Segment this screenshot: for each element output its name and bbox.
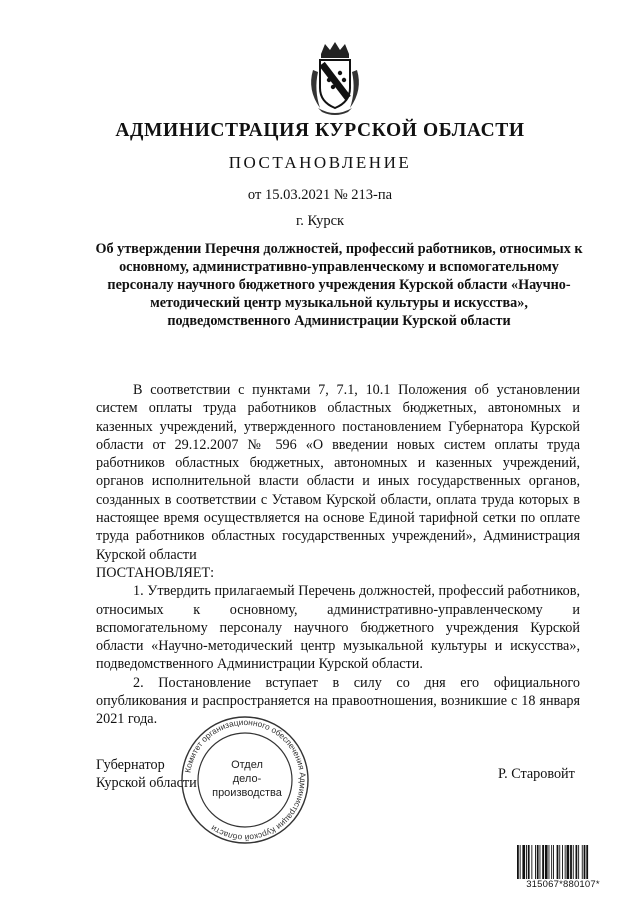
signatory-position — [96, 756, 197, 792]
stamp-line-2: дело- — [232, 773, 262, 785]
preamble-paragraph: В соответствии с пунктами 7, 7.1, 10.1 Положения об установлении систем оплаты труда работников областных бюджетных, автономных и казенных учреждений, утвержденного постановлением Губернатора Курской области от 29.12.2007 № 596 «О введении новых систем оплаты труда работников областных бюджетных, автономных и казенных учреждений, органов исполнительной власти области и иных государственных органов, созданных в соответствии с Уставом Курской области, оплата труда которых в настоящее время осуществляется на основе Единой тарифной сетки по оплате труда работников областных государственных учреждений», Администрация Курской области — [96, 382, 580, 563]
organization-title: АДМИНИСТРАЦИЯ КУРСКОЙ ОБЛАСТИ — [115, 120, 525, 141]
resolves-line: ПОСТАНОВЛЯЕТ: — [96, 564, 215, 581]
document-body — [96, 381, 580, 729]
position-line-2: Курской области — [96, 775, 197, 791]
stamp-center-text — [211, 758, 283, 800]
document-type: ПОСТАНОВЛЕНИЕ — [228, 153, 412, 172]
stamp-line-1: Отдел — [231, 759, 263, 771]
item-1-paragraph: 1. Утвердить прилагаемый Перечень должностей, профессий работников, относимых к основному, административно-управленческому и вспомогательному персоналу научного бюджетного учреждения Курской области «Научно-методический центр музыкальной культуры и искусства», подведомственного Администрации Курской области. — [96, 583, 580, 673]
item-2-paragraph: 2. Постановление вступает в силу со дня его официального опубликования и распространяется на правоотношения, возникшие с 18 января 2021 года. — [96, 674, 580, 728]
stamp-line-3: производства — [212, 787, 282, 799]
document-date-number: от 15.03.2021 № 213-па — [247, 187, 393, 203]
stamp-ring-text: Комитет организационного обеспечения Администрации Курской области — [182, 716, 309, 844]
coat-of-arms-icon — [304, 40, 366, 118]
signatory-name: Р. Старовойт — [498, 766, 575, 782]
position-line-1: Губернатор — [96, 757, 165, 773]
document-city: г. Курск — [295, 213, 345, 229]
barcode-number: 315067*880107* — [526, 879, 600, 890]
document-subject: Об утверждении Перечня должностей, профессий работников, относимых к основному, административно-управленческому и вспомогательному персоналу научного бюджетного учреждения Курской области «Научно-методический центр музыкальной культуры и искусства», подведомственного Администрации Курской области — [95, 241, 583, 329]
barcode-icon — [516, 845, 610, 881]
